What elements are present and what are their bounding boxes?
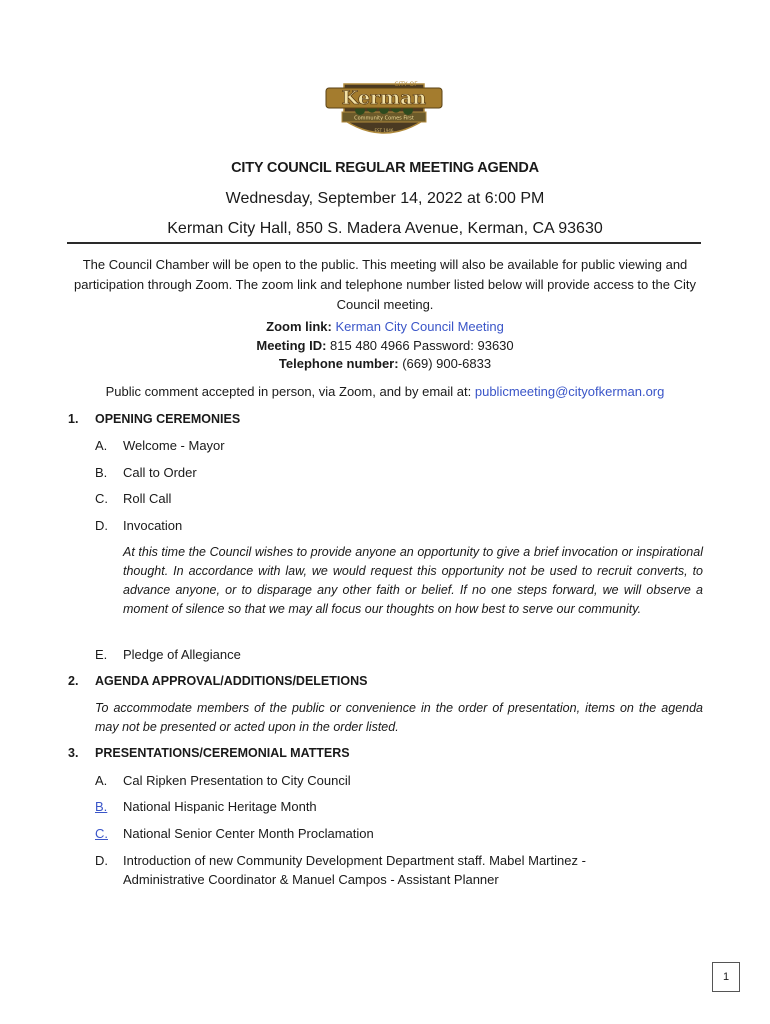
zoom-link-label: Zoom link: — [266, 319, 332, 334]
item-welcome: Welcome - Mayor — [123, 438, 225, 453]
meeting-id-line — [0, 338, 770, 353]
invocation-note: At this time the Council wishes to provide anyone an opportunity to give a brief invocation or inspirational thought. In accordance with law, we would request this opportunity not be used to recruit converts, to advance anyone, or to disparage any other faith or belief. If no one steps forward, we will observe a moment of silence so that we may all focus our thoughts on how best to serve our community. — [123, 545, 703, 616]
section-title-presentations: PRESENTATIONS/CEREMONIAL MATTERS — [95, 746, 350, 760]
section-number: 1. — [68, 412, 79, 426]
item-letter: B. — [95, 465, 108, 480]
meeting-location: Kerman City Hall, 850 S. Madera Avenue, Kerman, CA 93630 — [167, 220, 603, 237]
telephone-label: Telephone number: — [278, 356, 399, 371]
item-b-attachment-link[interactable]: B. — [95, 799, 108, 814]
agenda-approval-note: To accommodate members of the public or convenience in the order of presentation, items on the agenda may not be presented or acted upon in the order listed. — [95, 701, 703, 734]
item-pledge: Pledge of Allegiance — [123, 647, 241, 662]
item-c-attachment-link[interactable]: C. — [95, 826, 108, 841]
item-letter: D. — [95, 853, 108, 868]
section-number: 2. — [68, 674, 79, 688]
item-letter: C. — [95, 491, 108, 506]
public-comment-line — [0, 384, 770, 399]
svg-text:Kerman: Kerman — [341, 87, 427, 109]
item-hispanic-heritage: National Hispanic Heritage Month — [123, 799, 317, 814]
item-roll-call: Roll Call — [123, 491, 172, 506]
item-letter: A. — [95, 438, 108, 453]
item-senior-center: National Senior Center Month Proclamation — [123, 826, 374, 841]
item-letter: E. — [95, 647, 108, 662]
public-comment-email-link[interactable]: publicmeeting@cityofkerman.org — [474, 384, 665, 399]
telephone-line — [0, 356, 770, 371]
svg-text:CITY OF: CITY OF — [394, 81, 418, 88]
meeting-id-value: 815 480 4966 Password: 93630 — [330, 338, 514, 353]
city-of-kerman-logo — [324, 76, 444, 148]
item-cal-ripken: Cal Ripken Presentation to City Council — [123, 773, 351, 788]
agenda-title: CITY COUNCIL REGULAR MEETING AGENDA — [231, 160, 539, 176]
section-title-opening-ceremonies: OPENING CEREMONIES — [95, 412, 241, 426]
svg-text:EST 1946: EST 1946 — [374, 128, 394, 133]
item-letter: A. — [95, 773, 108, 788]
item-call-to-order: Call to Order — [123, 465, 197, 480]
public-comment-text: Public comment accepted in person, via Zoom, and by email at: — [105, 384, 472, 399]
zoom-link-line — [0, 319, 770, 334]
header-divider — [67, 242, 701, 244]
svg-text:Community Comes First: Community Comes First — [354, 115, 414, 122]
intro-paragraph: The Council Chamber will be open to the public. This meeting will also be available for public viewing and participation through Zoom. The zoom link and telephone number listed below will provide access to the City Council meeting. — [74, 257, 696, 312]
item-letter: D. — [95, 518, 108, 533]
section-number: 3. — [68, 746, 79, 760]
meeting-date: Wednesday, September 14, 2022 at 6:00 PM — [225, 190, 545, 207]
zoom-meeting-link[interactable]: Kerman City Council Meeting — [335, 319, 504, 334]
section-title-agenda-approval: AGENDA APPROVAL/ADDITIONS/DELETIONS — [95, 674, 368, 688]
telephone-value: (669) 900-6833 — [402, 356, 492, 371]
meeting-id-label: Meeting ID: — [256, 338, 327, 353]
page-number: 1 — [712, 962, 740, 992]
item-new-staff: Introduction of new Community Development Department staff. Mabel Martinez - Administrative Coordinator & Manuel Campos - Assistant Planner — [123, 853, 586, 887]
item-invocation: Invocation — [123, 518, 183, 533]
